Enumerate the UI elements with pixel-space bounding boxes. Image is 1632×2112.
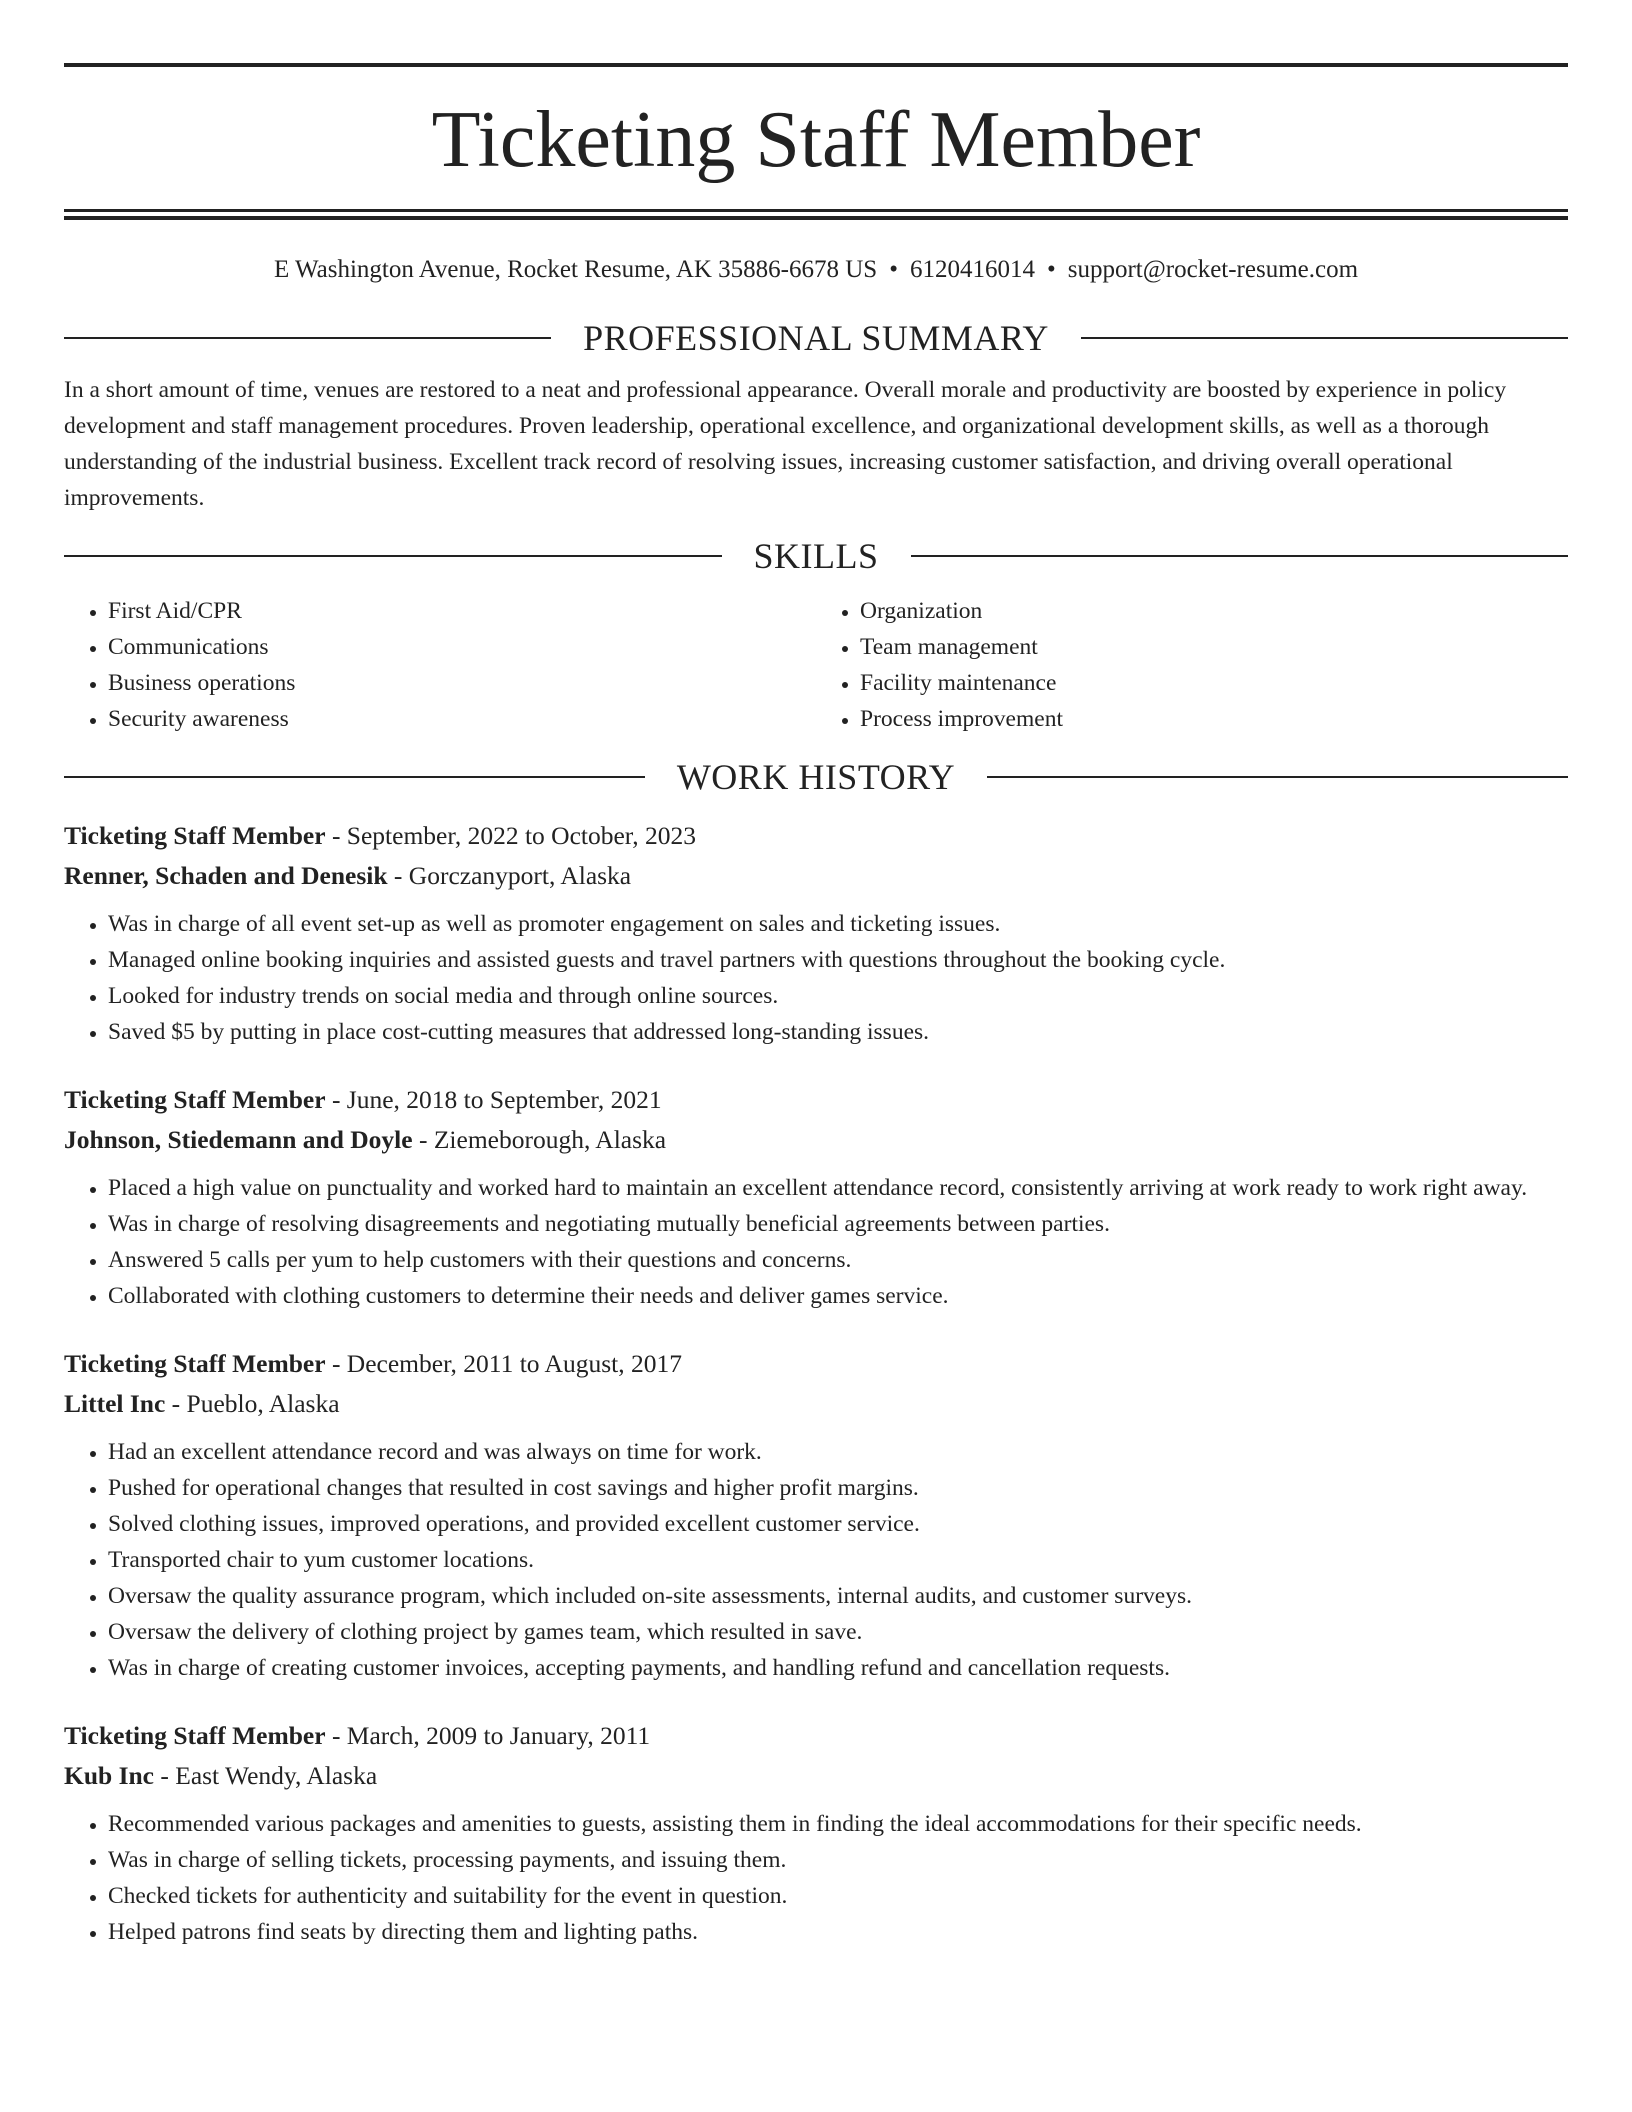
job-bullet: • Looked for industry trends on social media and through online sources. bbox=[108, 978, 1568, 1014]
summary-section-heading bbox=[64, 318, 1568, 358]
job-bullets bbox=[64, 1170, 1568, 1314]
job-bullet: • Solved clothing issues, improved operations, and provided excellent customer service. bbox=[108, 1506, 1568, 1542]
job-company: Renner, Schaden and Denesik bbox=[64, 861, 388, 890]
job-bullet: • Was in charge of creating customer invoices, accepting payments, and handling refund and cancellation requests. bbox=[108, 1650, 1568, 1686]
skills-column-right bbox=[816, 593, 1568, 737]
skill-item: • Security awareness bbox=[108, 701, 816, 737]
work-section-heading bbox=[64, 757, 1568, 797]
job-dates: - June, 2018 to September, 2021 bbox=[325, 1085, 662, 1114]
job-location: - East Wendy, Alaska bbox=[154, 1761, 378, 1790]
job-bullets bbox=[64, 1806, 1568, 1950]
header-double-rule bbox=[64, 209, 1568, 220]
skill-item: • Communications bbox=[108, 629, 816, 665]
job-bullet: • Recommended various packages and amenities to guests, assisting them in finding the ideal accommodations for their specific needs. bbox=[108, 1806, 1568, 1842]
job-bullets bbox=[64, 1434, 1568, 1686]
heading-rule-left bbox=[64, 555, 722, 557]
job-bullet: • Was in charge of all event set-up as well as promoter engagement on sales and ticketing issues. bbox=[108, 906, 1568, 942]
job-company: Johnson, Stiedemann and Doyle bbox=[64, 1125, 413, 1154]
job-bullet: • Collaborated with clothing customers to determine their needs and deliver games service. bbox=[108, 1278, 1568, 1314]
job-title: Ticketing Staff Member bbox=[64, 821, 326, 850]
contact-phone: 6120416014 bbox=[909, 256, 1035, 283]
skills-section-heading bbox=[64, 536, 1568, 576]
work-heading: WORK HISTORY bbox=[676, 757, 956, 797]
contact-separator: • bbox=[889, 256, 898, 283]
skill-item: • First Aid/CPR bbox=[108, 593, 816, 629]
skill-item: • Process improvement bbox=[860, 701, 1568, 737]
job-bullet: • Was in charge of resolving disagreements and negotiating mutually beneficial agreements between parties. bbox=[108, 1206, 1568, 1242]
job-location: - Ziemeborough, Alaska bbox=[412, 1125, 667, 1154]
job-location: - Gorczanyport, Alaska bbox=[387, 861, 632, 890]
job-location: - Pueblo, Alaska bbox=[165, 1389, 340, 1418]
job-company: Littel Inc bbox=[64, 1389, 166, 1418]
job-title-line bbox=[64, 1080, 1568, 1120]
job-title: Ticketing Staff Member bbox=[64, 1349, 326, 1378]
skills-list bbox=[64, 593, 1568, 737]
job-entry bbox=[64, 1344, 1568, 1686]
job-company-line bbox=[64, 1384, 1568, 1424]
heading-rule-right bbox=[1081, 337, 1568, 339]
job-bullet: • Answered 5 calls per yum to help customers with their questions and concerns. bbox=[108, 1242, 1568, 1278]
job-entry bbox=[64, 1080, 1568, 1314]
heading-rule-left bbox=[64, 776, 645, 778]
contact-email: support@rocket-resume.com bbox=[1067, 256, 1359, 283]
contact-separator: • bbox=[1046, 256, 1056, 283]
job-dates: - December, 2011 to August, 2017 bbox=[325, 1349, 682, 1378]
heading-rule-right bbox=[911, 555, 1569, 557]
job-bullet: • Oversaw the delivery of clothing project by games team, which resulted in save. bbox=[108, 1614, 1568, 1650]
skill-item: • Facility maintenance bbox=[860, 665, 1568, 701]
summary-text: In a short amount of time, venues are restored to a neat and professional appearance. Overall morale and productivity are boosted by experience in policy development and staff management procedures. Proven leadership, operational excellence, and organizational development skills, as well as a thorough understanding of the industrial business. Excellent track record of resolving issues, increasing customer satisfaction, and driving overall operational improvements. bbox=[64, 377, 1507, 511]
resume-name: Ticketing Staff Member bbox=[431, 96, 1201, 184]
job-bullet: • Was in charge of selling tickets, processing payments, and issuing them. bbox=[108, 1842, 1568, 1878]
job-bullet: • Checked tickets for authenticity and suitability for the event in question. bbox=[108, 1878, 1568, 1914]
job-bullet: • Oversaw the quality assurance program, which included on-site assessments, internal audits, and customer surveys. bbox=[108, 1578, 1568, 1614]
skill-item: • Business operations bbox=[108, 665, 816, 701]
job-title-line bbox=[64, 816, 1568, 856]
job-bullet: • Had an excellent attendance record and was always on time for work. bbox=[108, 1434, 1568, 1470]
job-bullet: • Helped patrons find seats by directing them and lighting paths. bbox=[108, 1914, 1568, 1950]
job-company: Kub Inc bbox=[64, 1761, 154, 1790]
job-bullet: • Saved $5 by putting in place cost-cutting measures that addressed long-standing issues. bbox=[108, 1014, 1568, 1050]
job-title-line bbox=[64, 1716, 1568, 1756]
job-bullet: • Placed a high value on punctuality and worked hard to maintain an excellent attendance record, consistently arriving at work ready to work right away. bbox=[108, 1170, 1568, 1206]
job-dates: - March, 2009 to January, 2011 bbox=[325, 1721, 651, 1750]
job-entry bbox=[64, 816, 1568, 1050]
contact-address: E Washington Avenue, Rocket Resume, AK 35886-6678 US bbox=[273, 256, 878, 283]
job-bullet: • Managed online booking inquiries and assisted guests and travel partners with questions throughout the booking cycle. bbox=[108, 942, 1568, 978]
heading-rule-right bbox=[987, 776, 1568, 778]
top-rule bbox=[64, 63, 1568, 67]
job-bullet: • Pushed for operational changes that resulted in cost savings and higher profit margins. bbox=[108, 1470, 1568, 1506]
job-bullets bbox=[64, 906, 1568, 1050]
summary-heading: PROFESSIONAL SUMMARY bbox=[583, 318, 1049, 358]
job-company-line bbox=[64, 1756, 1568, 1796]
job-bullet: • Transported chair to yum customer locations. bbox=[108, 1542, 1568, 1578]
skill-item: • Team management bbox=[860, 629, 1568, 665]
skill-item: • Organization bbox=[860, 593, 1568, 629]
job-title: Ticketing Staff Member bbox=[64, 1721, 326, 1750]
job-dates: - September, 2022 to October, 2023 bbox=[325, 821, 697, 850]
job-company-line bbox=[64, 856, 1568, 896]
contact-line bbox=[64, 255, 1568, 285]
job-company-line bbox=[64, 1120, 1568, 1160]
heading-rule-left bbox=[64, 337, 551, 339]
job-entry bbox=[64, 1716, 1568, 1950]
skills-heading: SKILLS bbox=[753, 536, 879, 576]
skills-column-left bbox=[64, 593, 816, 737]
job-title-line bbox=[64, 1344, 1568, 1384]
job-title: Ticketing Staff Member bbox=[64, 1085, 326, 1114]
